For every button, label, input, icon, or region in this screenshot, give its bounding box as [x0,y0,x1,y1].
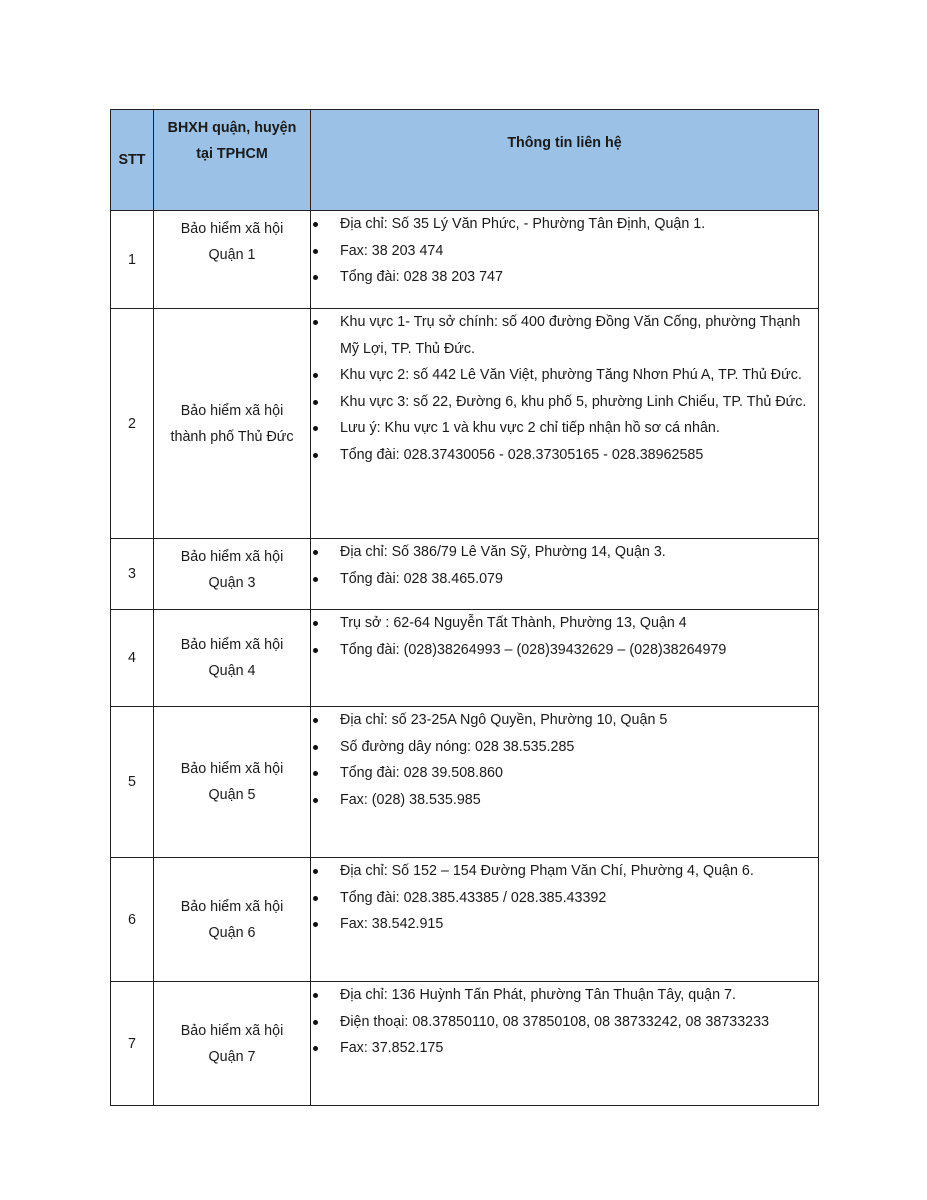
contact-item: Điện thoại: 08.37850110, 08 37850108, 08 38733242, 08 38733233 [311,1009,818,1036]
contact-item: Fax: (028) 38.535.985 [311,787,818,814]
row-contact-info [311,211,819,309]
district-name-line1: Bảo hiểm xã hội [180,549,284,565]
table-header-row [111,110,819,211]
contact-item: Trụ sở : 62-64 Nguyễn Tất Thành, Phường 13, Quận 4 [311,610,818,637]
district-name-line1: Bảo hiểm xã hội [180,898,284,915]
district-name-line2: Quận 4 [208,663,256,679]
contact-item: Khu vực 1- Trụ sở chính: số 400 đường Đồng Văn Cống, phường Thạnh Mỹ Lợi, TP. Thủ Đức. [311,309,818,362]
contact-item: Địa chỉ: 136 Huỳnh Tấn Phát, phường Tân Thuận Tây, quận 7. [311,982,818,1009]
header-district [154,110,311,211]
contact-list [311,539,818,592]
header-district-line1: BHXH quận, huyện [167,120,297,136]
row-stt: 6 [111,858,154,982]
district-name-line1: Bảo hiểm xã hội [180,402,284,419]
row-stt: 1 [111,211,154,309]
row-stt: 4 [111,610,154,707]
contact-list [311,610,818,663]
district-name-line2: Quận 3 [208,575,256,591]
contact-list [311,211,818,291]
contact-item: Khu vực 2: số 442 Lê Văn Việt, phường Tăng Nhơn Phú A, TP. Thủ Đức. [311,362,818,389]
contact-item: Địa chỉ: Số 152 – 154 Đường Phạm Văn Chí, Phường 4, Quận 6. [311,858,818,885]
contact-item: Tổng đài: 028.37430056 - 028.37305165 - 028.38962585 [311,442,818,469]
row-district-name [154,211,311,309]
row-district-name [154,858,311,982]
row-district-name [154,539,311,610]
row-contact-info [311,858,819,982]
header-stt: STT [111,110,154,211]
row-district-name [154,982,311,1106]
district-name-line2: Quận 5 [208,787,256,803]
contact-item: Tổng đài: 028 39.508.860 [311,760,818,787]
contact-item: Lưu ý: Khu vực 1 và khu vực 2 chỉ tiếp nhận hồ sơ cá nhân. [311,415,818,442]
contact-item: Địa chỉ: số 23-25A Ngô Quyền, Phường 10, Quận 5 [311,707,818,734]
row-stt: 3 [111,539,154,610]
row-stt: 7 [111,982,154,1106]
header-district-line2: tại TPHCM [196,146,268,162]
bhxh-contacts-table [110,109,819,1106]
header-contact-info: Thông tin liên hệ [311,110,819,211]
contact-list [311,309,818,468]
contact-item: Số đường dây nóng: 028 38.535.285 [311,734,818,761]
contact-list [311,982,818,1062]
row-district-name [154,610,311,707]
table-row [111,610,819,707]
table-row [111,707,819,858]
district-name-line1: Bảo hiểm xã hội [180,761,284,777]
contact-item: Địa chỉ: Số 35 Lý Văn Phức, - Phường Tân Định, Quận 1. [311,211,818,238]
contact-item: Tổng đài: (028)38264993 – (028)39432629 – (028)38264979 [311,637,818,664]
district-name-line2: Quận 1 [208,247,256,263]
table-row [111,309,819,539]
district-name-line1: Bảo hiểm xã hội [180,221,284,237]
contact-list [311,707,818,813]
table-row [111,982,819,1106]
district-name-line2: thành phố Thủ Đức [170,428,294,445]
contact-item: Fax: 38.542.915 [311,911,818,938]
row-contact-info [311,309,819,539]
row-district-name [154,309,311,539]
row-contact-info [311,610,819,707]
table-row [111,539,819,610]
table-row [111,858,819,982]
contact-item: Tổng đài: 028 38.465.079 [311,566,818,593]
row-contact-info [311,982,819,1106]
district-name-line2: Quận 7 [208,1048,256,1065]
contact-item: Fax: 37.852.175 [311,1035,818,1062]
district-name-line1: Bảo hiểm xã hội [180,1022,284,1039]
contact-list [311,858,818,938]
row-district-name [154,707,311,858]
row-contact-info [311,707,819,858]
district-name-line1: Bảo hiểm xã hội [180,637,284,653]
district-name-line2: Quận 6 [208,924,256,941]
contact-item: Địa chỉ: Số 386/79 Lê Văn Sỹ, Phường 14, Quận 3. [311,539,818,566]
contact-item: Fax: 38 203 474 [311,238,818,265]
contact-item: Khu vực 3: số 22, Đường 6, khu phố 5, phường Linh Chiểu, TP. Thủ Đức. [311,389,818,416]
row-stt: 5 [111,707,154,858]
row-contact-info [311,539,819,610]
table-row [111,211,819,309]
contact-item: Tổng đài: 028 38 203 747 [311,264,818,291]
contact-item: Tổng đài: 028.385.43385 / 028.385.43392 [311,885,818,912]
row-stt: 2 [111,309,154,539]
